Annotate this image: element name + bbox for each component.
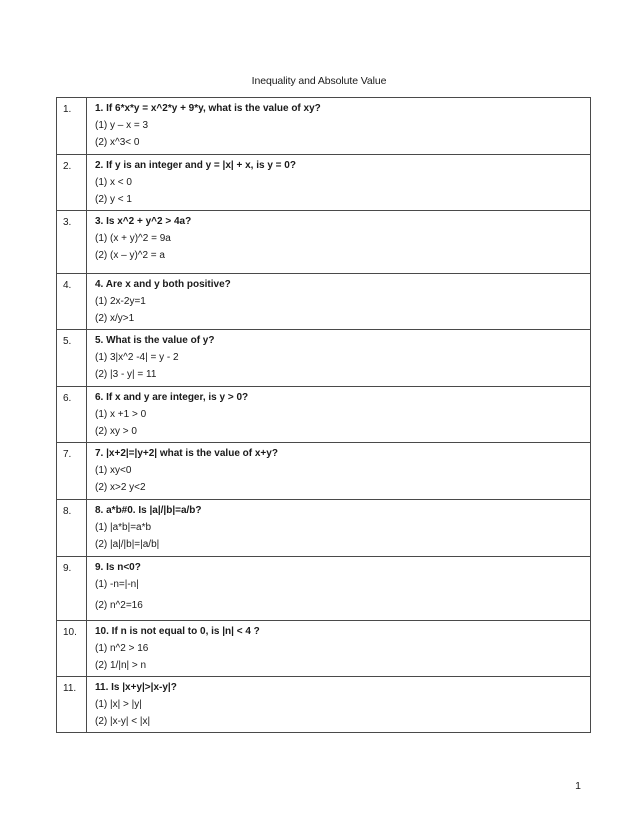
- question-number: 10.: [57, 621, 87, 677]
- question-cell: [87, 677, 591, 733]
- question-text: 2. If y is an integer and y = |x| + x, is y = 0?: [95, 160, 296, 171]
- statement-2: (2) |3 - y| = 11: [95, 369, 157, 380]
- statement-2: (2) |x-y| < |x|: [95, 716, 151, 727]
- question-text: 10. If n is not equal to 0, is |n| < 4 ?: [95, 626, 260, 637]
- question-number: 6.: [57, 387, 87, 443]
- question-number: 2.: [57, 155, 87, 211]
- table-row: [57, 211, 591, 274]
- table-row: [57, 330, 591, 387]
- question-number: 3.: [57, 211, 87, 274]
- question-text: 3. Is x^2 + y^2 > 4a?: [95, 216, 192, 227]
- question-cell: [87, 155, 591, 211]
- statement-1: (1) xy<0: [95, 465, 132, 476]
- question-cell: [87, 387, 591, 443]
- statement-2: (2) 1/|n| > n: [95, 660, 147, 671]
- statement-2: (2) |a|/|b|=|a/b|: [95, 539, 160, 550]
- question-number: 8.: [57, 500, 87, 557]
- question-text: 9. Is n<0?: [95, 562, 141, 573]
- question-text: 7. |x+2|=|y+2| what is the value of x+y?: [95, 448, 278, 459]
- statement-1: (1) 2x-2y=1: [95, 296, 146, 307]
- table-row: [57, 274, 591, 330]
- question-cell: [87, 98, 591, 155]
- statement-2: (2) x^3< 0: [95, 137, 140, 148]
- question-cell: [87, 211, 591, 274]
- question-text: 4. Are x and y both positive?: [95, 279, 231, 290]
- table-row: [57, 500, 591, 557]
- statement-1: (1) y – x = 3: [95, 120, 149, 131]
- statement-1: (1) |x| > |y|: [95, 699, 142, 710]
- statement-1: (1) x < 0: [95, 177, 132, 188]
- question-cell: [87, 557, 591, 621]
- statement-1: (1) |a*b|=a*b: [95, 522, 152, 533]
- table-row: [57, 443, 591, 500]
- statement-1: (1) 3|x^2 -4| = y - 2: [95, 352, 179, 363]
- question-text: 8. a*b#0. Is |a|/|b|=a/b?: [95, 505, 202, 516]
- question-cell: [87, 330, 591, 387]
- table-row: [57, 621, 591, 677]
- table-row: [57, 677, 591, 733]
- question-text: 5. What is the value of y?: [95, 335, 215, 346]
- question-number: 5.: [57, 330, 87, 387]
- table-row: [57, 98, 591, 155]
- statement-1: (1) x +1 > 0: [95, 409, 147, 420]
- statement-2: (2) x>2 y<2: [95, 482, 146, 493]
- question-number: 4.: [57, 274, 87, 330]
- page-title: Inequality and Absolute Value: [251, 75, 387, 87]
- questions-table: [56, 97, 591, 733]
- statement-2: (2) x/y>1: [95, 313, 135, 324]
- statement-1: (1) n^2 > 16: [95, 643, 149, 654]
- question-cell: [87, 500, 591, 557]
- question-cell: [87, 621, 591, 677]
- question-number: 11.: [57, 677, 87, 733]
- table-row: [57, 155, 591, 211]
- question-number: 1.: [57, 98, 87, 155]
- question-text: 11. Is |x+y|>|x-y|?: [95, 682, 177, 693]
- question-cell: [87, 274, 591, 330]
- statement-2: (2) (x – y)^2 = a: [95, 250, 165, 261]
- page-number: 1: [575, 780, 581, 792]
- table-row: [57, 387, 591, 443]
- statement-2: (2) y < 1: [95, 194, 132, 205]
- question-number: 7.: [57, 443, 87, 500]
- statement-2: (2) n^2=16: [95, 600, 143, 611]
- statement-2: (2) xy > 0: [95, 426, 137, 437]
- question-number: 9.: [57, 557, 87, 621]
- table-row: [57, 557, 591, 621]
- question-cell: [87, 443, 591, 500]
- statement-1: (1) (x + y)^2 = 9a: [95, 233, 171, 244]
- statement-1: (1) -n=|-n|: [95, 579, 139, 590]
- question-text: 1. If 6*x*y = x^2*y + 9*y, what is the value of xy?: [95, 103, 321, 114]
- question-text: 6. If x and y are integer, is y > 0?: [95, 392, 249, 403]
